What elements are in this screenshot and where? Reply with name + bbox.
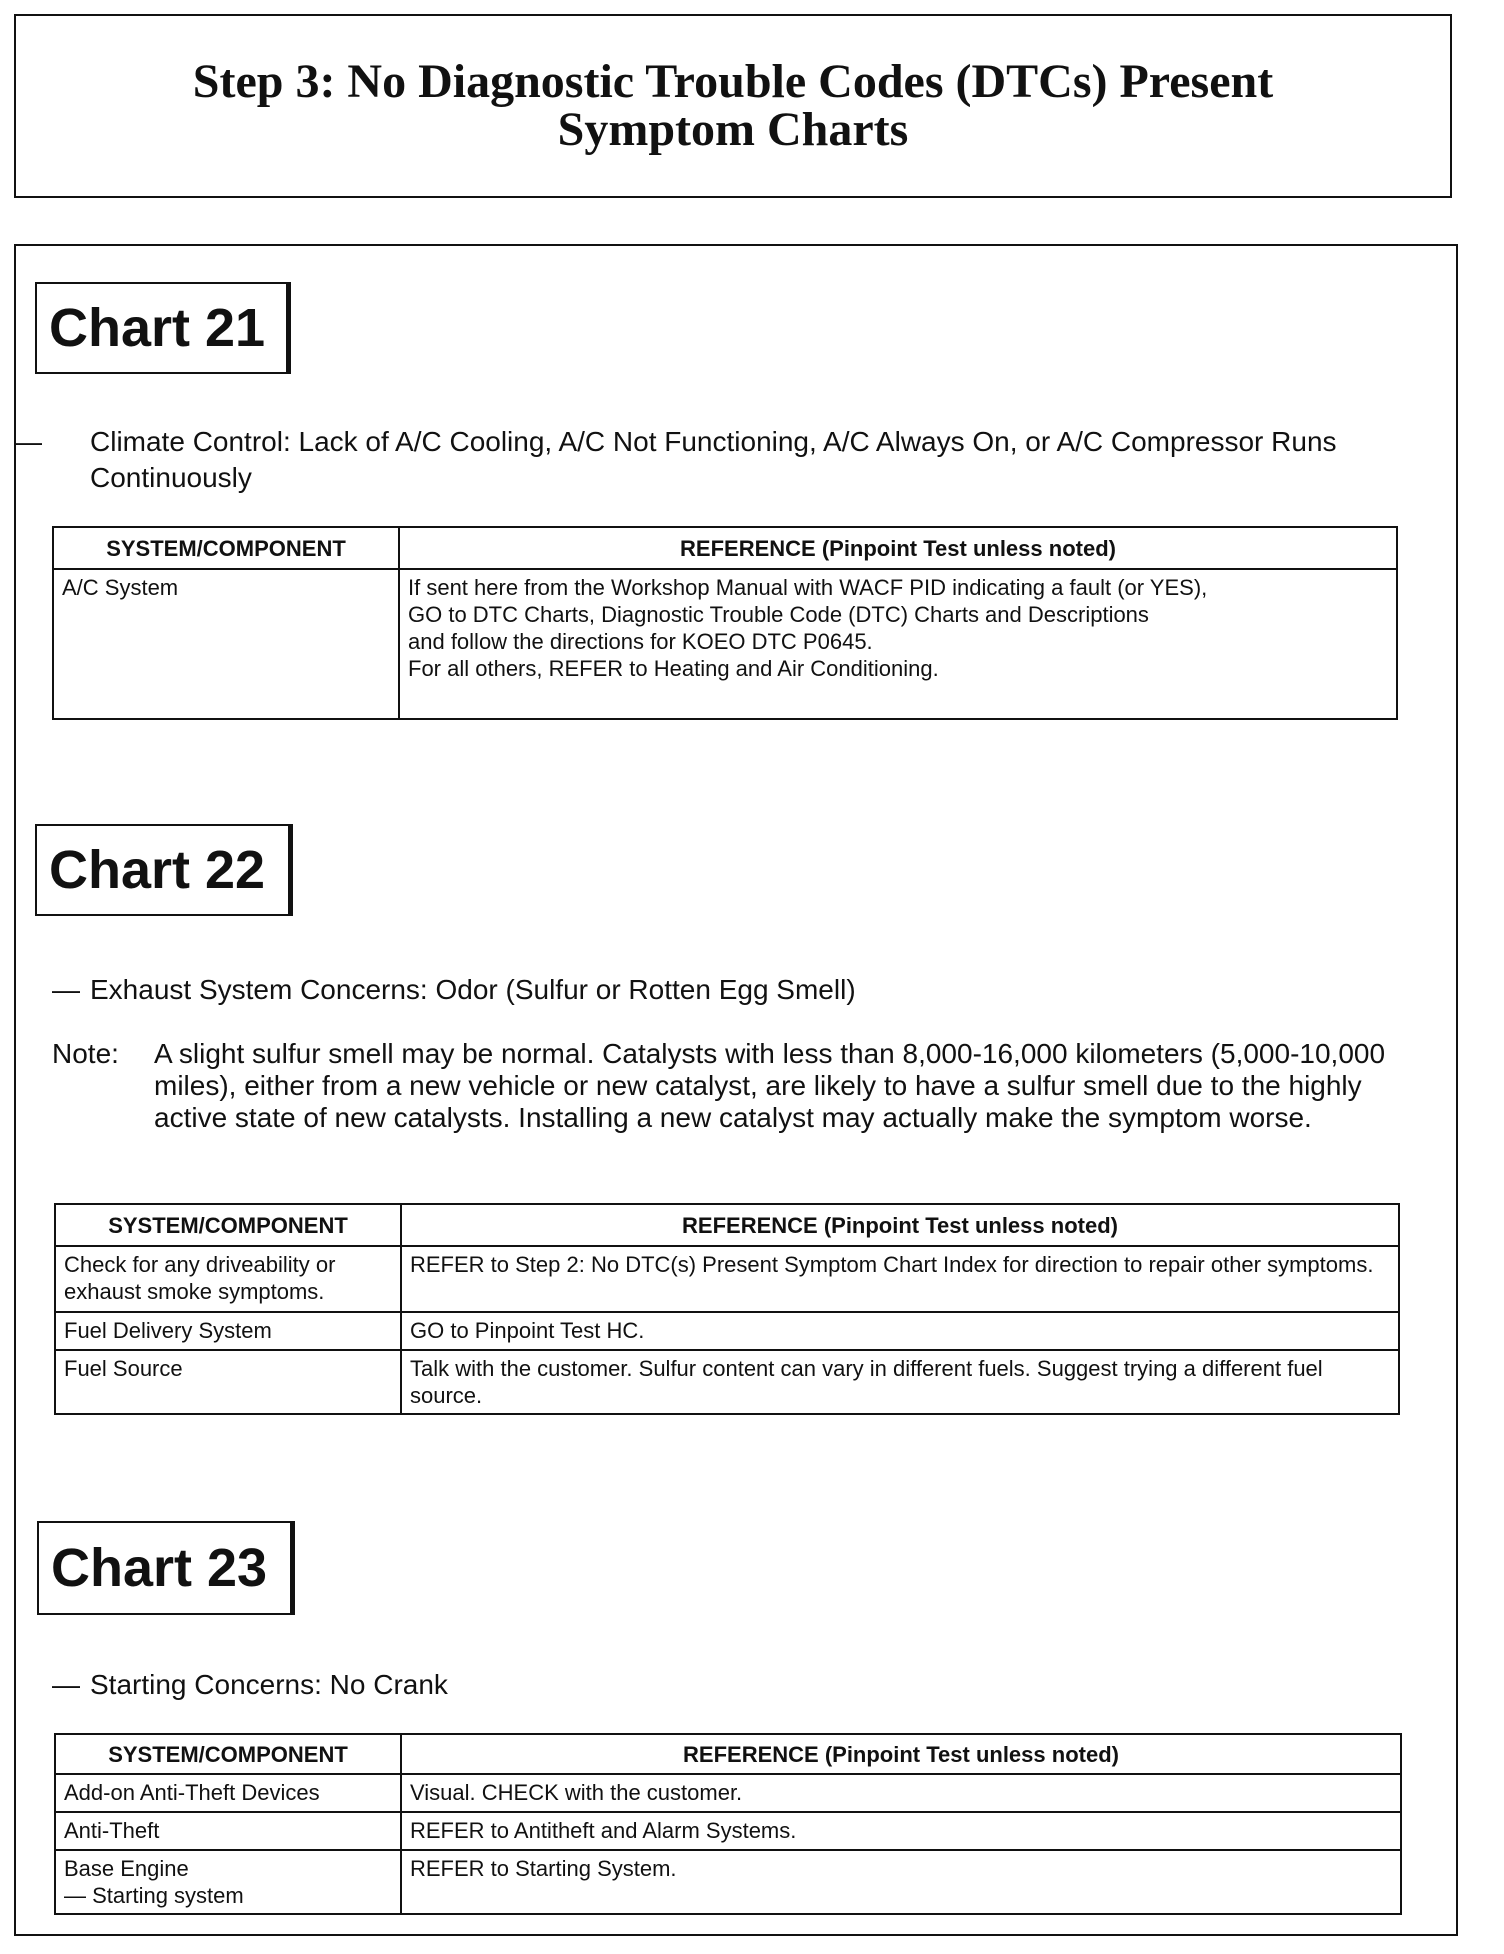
chart-23-symptom-text: Starting Concerns: No Crank [90,1669,448,1700]
table-row [53,569,1397,719]
chart-21-table-header-row [53,527,1397,569]
chart-22-symptom-dash: — [52,974,80,1005]
reference-header: REFERENCE (Pinpoint Test unless noted) [401,1734,1401,1774]
reference-header: REFERENCE (Pinpoint Test unless noted) [399,527,1397,569]
chart-22-label: Chart 22 [35,824,293,916]
reference-cell: If sent here from the Workshop Manual with WACF PID indicating a fault (or YES), GO to DTC Charts, Diagnostic Trouble Code (DTC) Charts and Descriptions and follow the directions for KOEO DTC P0645. For all others, REFER to Heating and Air Conditioning. [399,569,1397,719]
chart-21-symptom-dash: — [14,426,42,457]
chart-22-table-header-row [55,1204,1399,1246]
chart-22-table [54,1203,1400,1415]
reference-cell: REFER to Antitheft and Alarm Systems. [401,1812,1401,1850]
system-component-header: SYSTEM/COMPONENT [55,1204,401,1246]
table-row [55,1774,1401,1812]
page-title-line-1: Step 3: No Diagnostic Trouble Codes (DTCs) Present [192,55,1274,108]
chart-22-note [52,1038,1412,1134]
system-cell: A/C System [53,569,399,719]
system-cell: Check for any driveability or exhaust smoke symptoms. [55,1246,401,1312]
reference-cell: REFER to Starting System. [401,1850,1401,1914]
chart-23-table [54,1733,1402,1915]
chart-21-label: Chart 21 [35,282,291,374]
chart-23-symptom-dash: — [52,1669,80,1700]
chart-21-table [52,526,1398,720]
system-cell: Anti-Theft [55,1812,401,1850]
system-cell: Fuel Delivery System [55,1312,401,1350]
table-row [55,1812,1401,1850]
reference-cell: Visual. CHECK with the customer. [401,1774,1401,1812]
reference-cell: GO to Pinpoint Test HC. [401,1312,1399,1350]
system-cell: Base Engine — Starting system [55,1850,401,1914]
reference-cell: REFER to Step 2: No DTC(s) Present Symptom Chart Index for direction to repair other symptoms. [401,1246,1399,1312]
table-row [55,1350,1399,1414]
chart-23-symptom [52,1667,1422,1703]
chart-22-symptom-text: Exhaust System Concerns: Odor (Sulfur or Rotten Egg Smell) [90,974,856,1005]
reference-header: REFERENCE (Pinpoint Test unless noted) [401,1204,1399,1246]
table-row [55,1312,1399,1350]
chart-21-symptom-text: Climate Control: Lack of A/C Cooling, A/C Not Functioning, A/C Always On, or A/C Compressor Runs Continuously [90,426,1337,493]
system-component-header: SYSTEM/COMPONENT [55,1734,401,1774]
note-label: Note: [52,1038,119,1069]
table-row [55,1850,1401,1914]
chart-22-symptom [52,972,1422,1008]
system-cell: Fuel Source [55,1350,401,1414]
reference-cell: Talk with the customer. Sulfur content can vary in different fuels. Suggest trying a different fuel source. [401,1350,1399,1414]
table-row [55,1246,1399,1312]
page-title-box [14,14,1452,198]
note-text: A slight sulfur smell may be normal. Catalysts with less than 8,000-16,000 kilometers (5,000-10,000 miles), either from a new vehicle or new catalyst, are likely to have a sulfur smell due to the highly active state of new catalysts. Installing a new catalyst may actually make the symptom worse. [154,1038,1386,1133]
system-component-header: SYSTEM/COMPONENT [53,527,399,569]
chart-23-label: Chart 23 [37,1521,295,1615]
page-title-line-2: Symptom Charts [557,103,909,156]
chart-21-symptom [14,424,1460,496]
system-cell: Add-on Anti-Theft Devices [55,1774,401,1812]
chart-23-table-header-row [55,1734,1401,1774]
